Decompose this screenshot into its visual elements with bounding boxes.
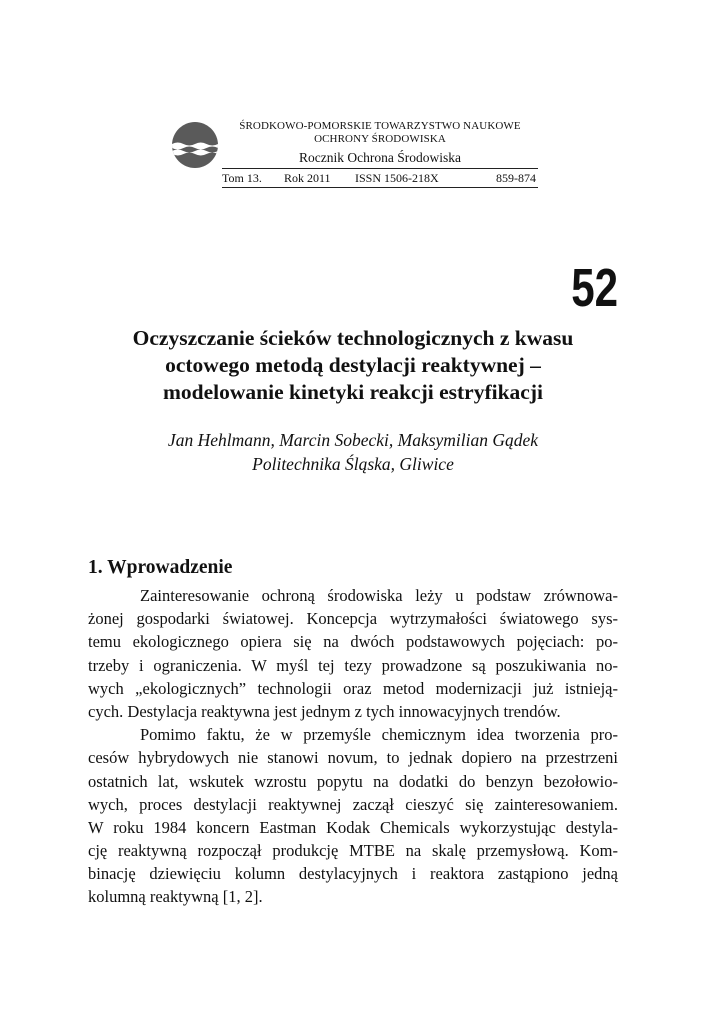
authors: Jan Hehlmann, Marcin Sobecki, Maksymilian Gądek <box>167 430 539 450</box>
title-line: modelowanie kinetyki reakcji estryfikacji <box>163 380 543 404</box>
page-range: 859-874 <box>496 171 536 185</box>
paper-title <box>88 325 618 406</box>
paragraph-line: ostatnich lat, wskutek wzrostu popytu na dodatki do benzyn bezołowio- <box>88 771 618 791</box>
year: Rok 2011 <box>284 171 331 185</box>
affiliation: Politechnika Śląska, Gliwice <box>252 454 454 474</box>
paragraph-line: wych, proces destylacji reaktywnej zaczął cieszyć się zainteresowaniem. <box>88 794 618 814</box>
header-rule-bottom <box>222 187 538 188</box>
society-name <box>222 120 538 146</box>
paragraph-line: binację dziewięciu kolumn destylacyjnych i reaktora zastąpiono jedną <box>88 864 618 884</box>
paragraph-line: wych „ekologicznych” technologii oraz metod modernizacji już istnieją- <box>88 678 618 698</box>
paragraph-line: Pomimo faktu, że w przemyśle chemicznym idea tworzenia pro- <box>140 725 618 745</box>
volume: Tom 13. <box>222 171 262 185</box>
journal-name: Rocznik Ochrona Środowiska <box>299 150 461 165</box>
section-heading: 1. Wprowadzenie <box>88 557 233 578</box>
section-body <box>88 584 618 909</box>
chapter-number: 52 <box>571 258 618 318</box>
society-logo-icon <box>172 122 218 168</box>
title-line: Oczyszczanie ścieków technologicznych z kwasu <box>132 326 574 350</box>
paragraph-line: cję reaktywną rozpoczął produkcję MTBE na skalę przemysłową. Kom- <box>88 841 618 861</box>
header-rule-top <box>222 168 538 169</box>
society-line-2: OCHRONY ŚRODOWISKA <box>314 133 446 145</box>
paragraph-line: trzeby i ograniczenia. W myśl tej tezy prowadzone są poszukiwania no- <box>88 655 618 675</box>
paragraph-line: temu ekologicznego opiera się na dwóch podstawowych pojęciach: po- <box>88 632 618 652</box>
header-meta <box>222 170 538 186</box>
paragraph-line: żonej gospodarki światowej. Koncepcja wytrzymałości światowego sys- <box>88 609 618 629</box>
paragraph-line: kolumną reaktywną [1, 2]. <box>88 887 263 907</box>
paragraph-line: cych. Destylacja reaktywna jest jednym z tych innowacyjnych trendów. <box>88 701 561 721</box>
title-line: octowego metodą destylacji reaktywnej – <box>165 353 541 377</box>
paragraph-line: cesów hybrydowych nie stanowi novum, to jednak dopiero na przestrzeni <box>88 748 618 768</box>
issn: ISSN 1506-218X <box>355 171 439 185</box>
paragraph-line: W roku 1984 koncern Eastman Kodak Chemicals wykorzystując destyla- <box>88 817 618 837</box>
society-line-1: ŚRODKOWO-POMORSKIE TOWARZYSTWO NAUKOWE <box>239 120 521 132</box>
paragraph-line: Zainteresowanie ochroną środowiska leży u podstaw zrównowa- <box>140 586 618 605</box>
